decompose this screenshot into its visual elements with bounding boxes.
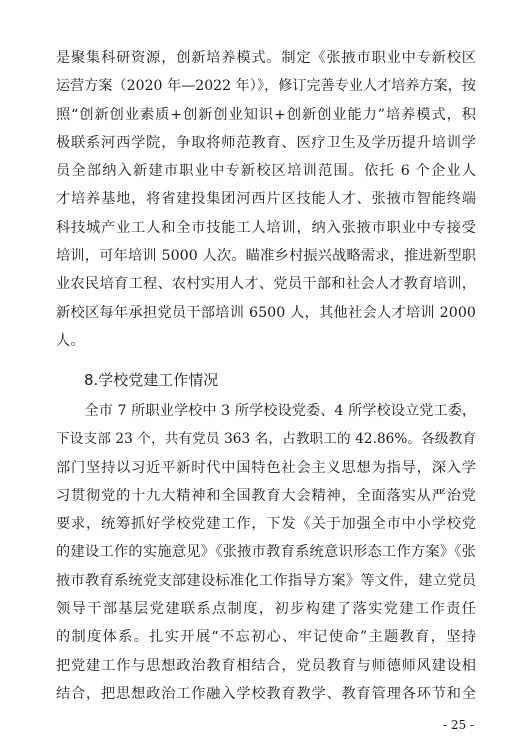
text-line: 把党建工作与思想政治教育相结合，党员教育与师德师风建设相 [56, 657, 476, 674]
text-line: 要求，统筹抓好学校党建工作，下发《关于加强全市中小学校党 [56, 516, 476, 533]
text-line: 掖市教育系统党支部建设标准化工作指导方案》等文件，建立党员 [56, 572, 476, 589]
text-line: 领导干部基层党建联系点制度，初步构建了落实党建工作责任 [56, 601, 476, 618]
page-number: - 25 - [442, 718, 474, 732]
text-line: 人。 [56, 332, 85, 349]
text-line: 下设支部 23 个，共有党员 363 名，占教职工的 42.86%。各级教育 [56, 431, 476, 448]
text-line: 才培养基地，将省建投集团河西片区技能人才、张掖市智能终端 [56, 191, 476, 208]
text-line: 科技城产业工人和全市技能工人培训，纳入张掖市职业中专接受 [56, 219, 476, 236]
text-line: 照“创新创业素质+创新创业知识+创新创业能力”培养模式，积 [56, 106, 476, 123]
section-heading: 8.学校党建工作情况 [84, 371, 219, 389]
text-line: 的建设工作的实施意见》《张掖市教育系统意识形态工作方案》《张 [56, 544, 476, 561]
text-line: 员全部纳入新建市职业中专新校区培训范围。依托 6 个企业人 [56, 163, 476, 180]
text-line: 极联系河西学院，争取将师范教育、医疗卫生及学历提升培训学 [56, 134, 476, 151]
text-line: 培训，可年培训 5000 人次。瞄准乡村振兴战略需求，推进新型职 [56, 248, 476, 265]
text-line: 业农民培育工程、农村实用人才、党员干部和社会人才教育培训， [56, 276, 476, 293]
text-line: 运营方案（2020 年—2022 年）》，修订完善专业人才培养方案，按 [56, 78, 476, 95]
text-line: 习贯彻党的十九大精神和全国教育大会精神，全面落实从严治党 [56, 487, 476, 504]
text-line: 结合，把思想政治工作融入学校教育教学、教育管理各环节和全 [56, 685, 476, 702]
text-line: 部门坚持以习近平新时代中国特色社会主义思想为指导，深入学 [56, 459, 476, 476]
text-line: 是聚集科研资源，创新培养模式。制定《张掖市职业中专新校区 [56, 50, 476, 66]
text-line: 新校区每年承担党员干部培训 6500 人，其他社会人才培训 2000 [56, 304, 476, 321]
text-line: 的制度体系。扎实开展“不忘初心、牢记使命”主题教育，坚持 [56, 629, 476, 646]
text-line: 全市 7 所职业学校中 3 所学校设党委、4 所学校设立党工委， [56, 403, 477, 419]
paragraph-talent-training [56, 44, 476, 355]
paragraph-party-building [56, 397, 476, 708]
